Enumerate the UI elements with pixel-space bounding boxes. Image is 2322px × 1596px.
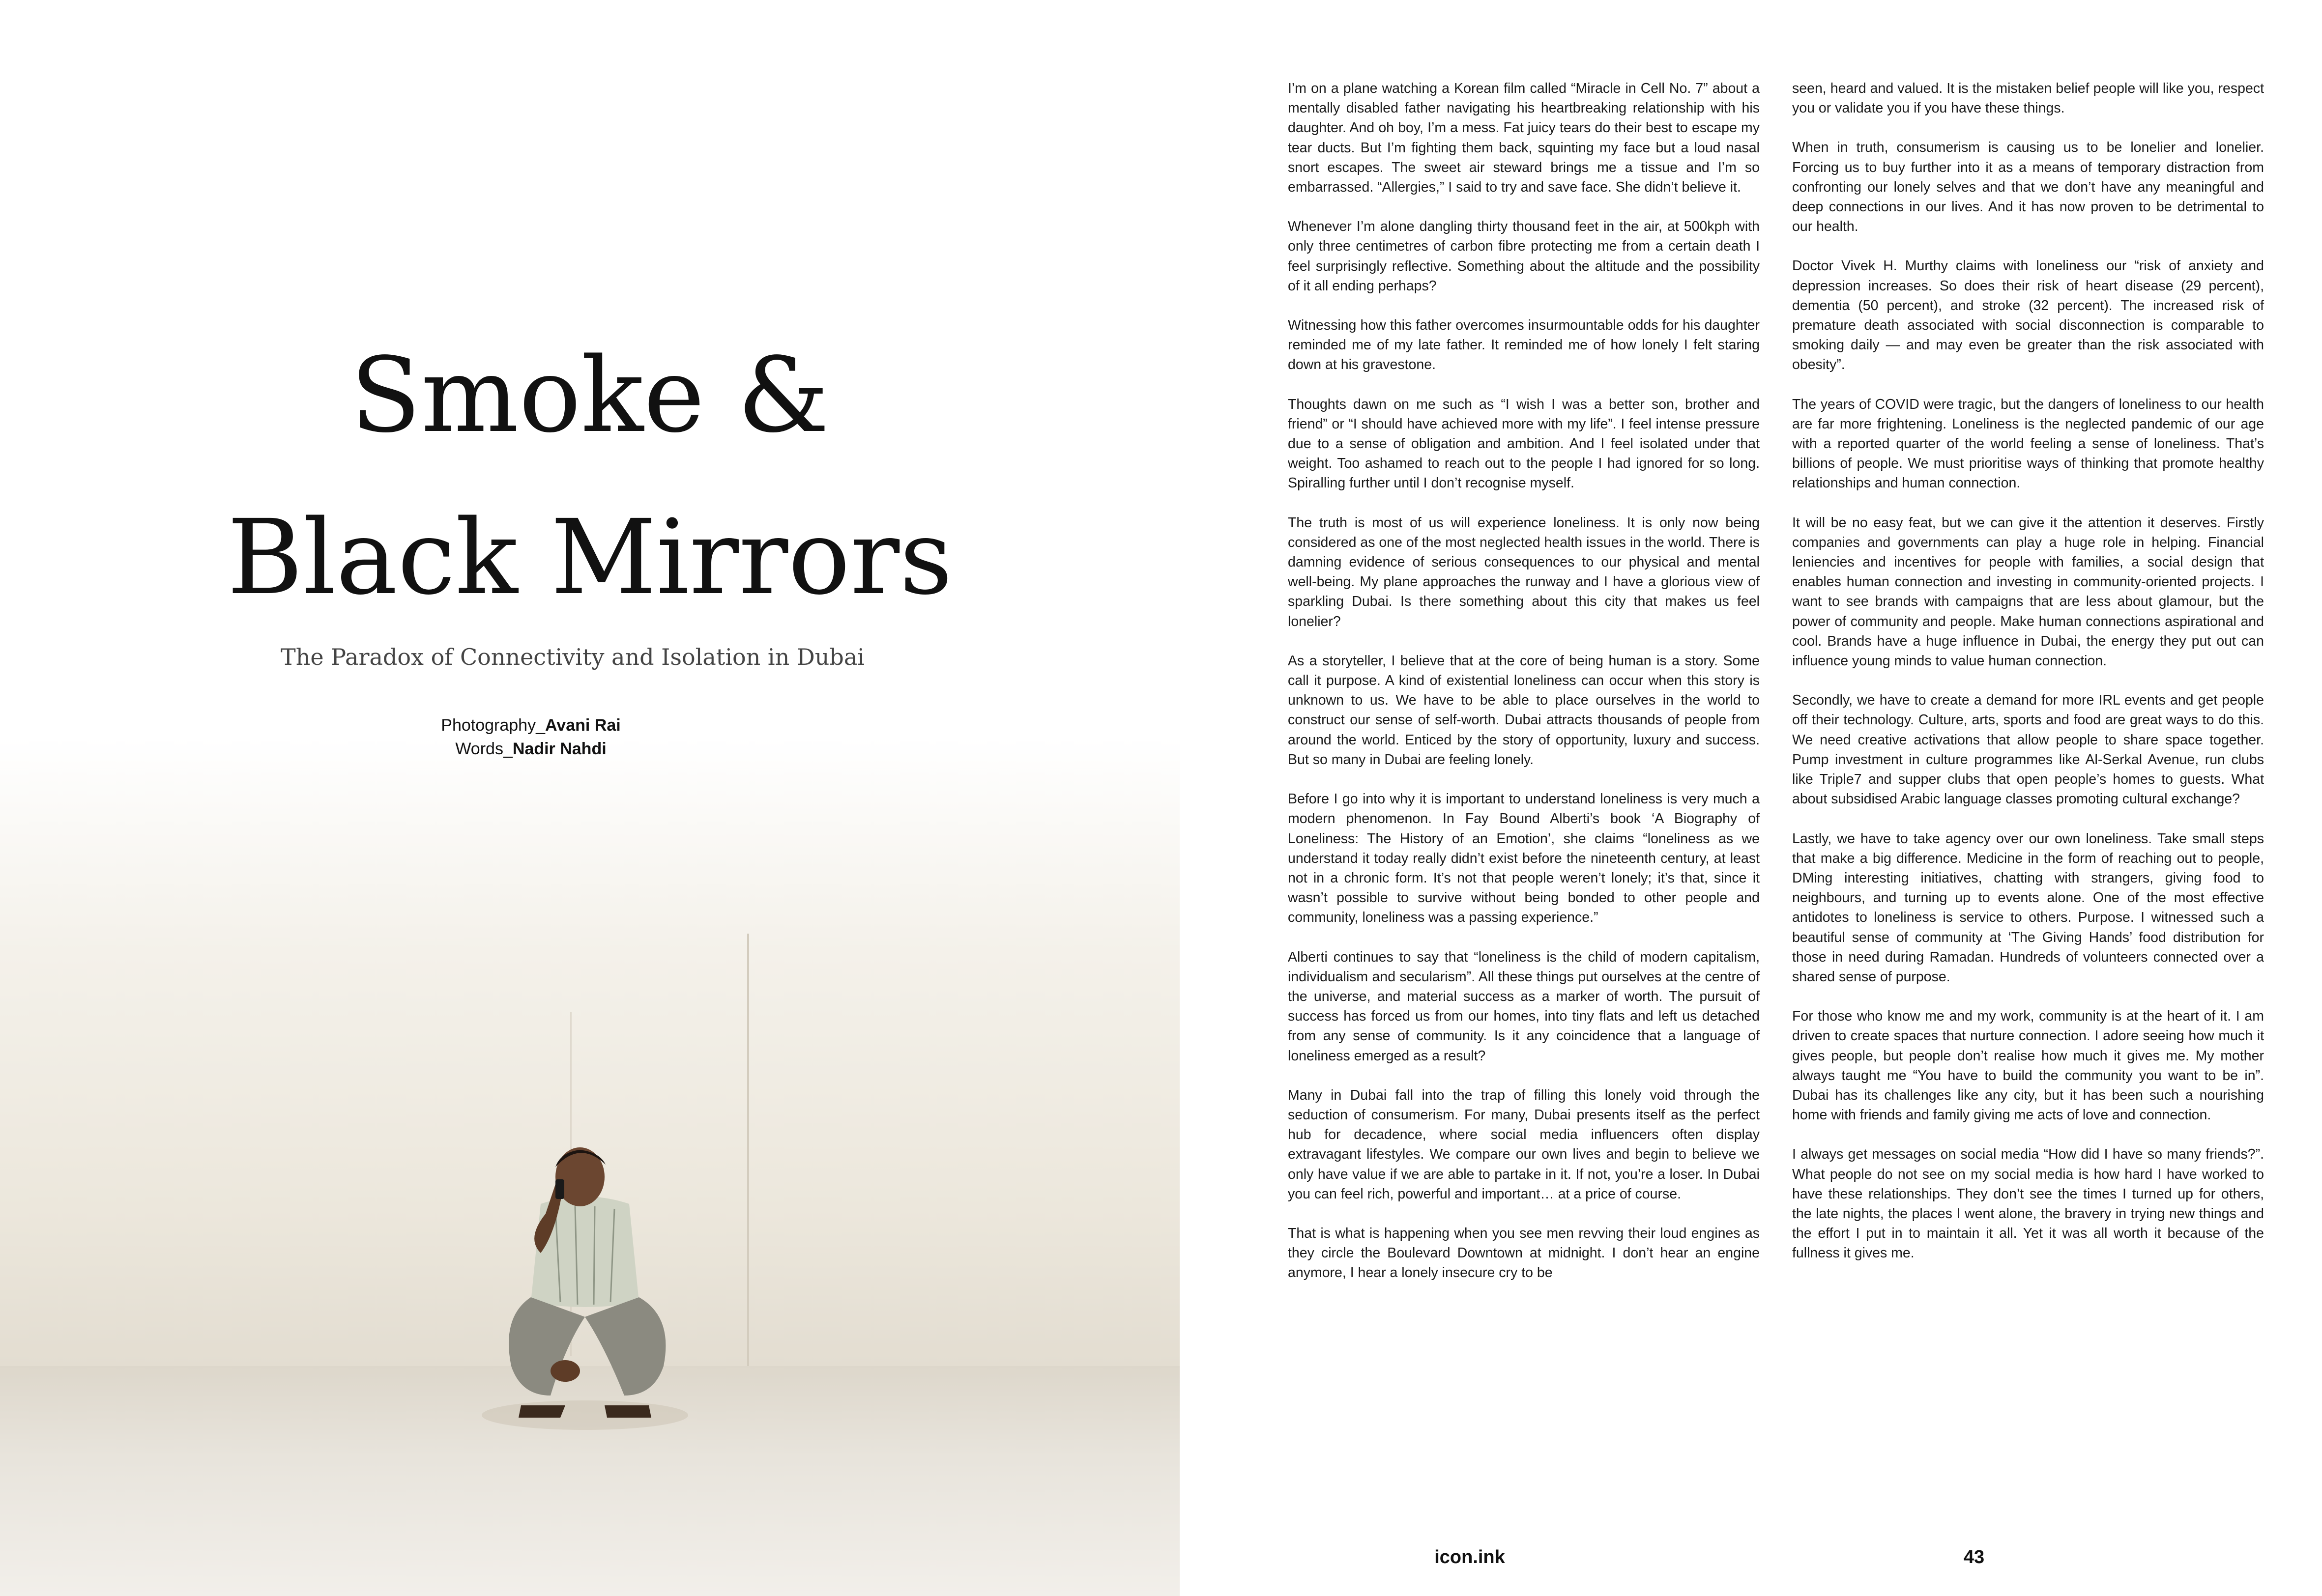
paragraph: Lastly, we have to take agency over our own loneliness. Take small steps that make a big difference. Medicine in the form of reaching out to people, DMing interesting initiatives, chatting with strangers, giving food to neighbours, and turning up to events alone. One of the most effective antidotes to loneliness is service to others. Purpose. I witnessed such a beautiful sense of community at ‘The Giving Hands’ food distribution for those in need during Ramadan. Hundreds of volunteers connected over a shared sense of purpose. <box>1792 830 2264 985</box>
right-page <box>1180 0 2322 1596</box>
paragraph: Whenever I’m alone dangling thirty thousand feet in the air, at 500kph with only three centimetres of carbon fibre protecting me from a certain death I feel surprisingly reflective. Something about the altitude and the possibility of it all ending perhaps? <box>1288 219 1760 294</box>
article-title <box>0 314 1180 639</box>
paragraph: I’m on a plane watching a Korean film called “Miracle in Cell No. 7” about a mentally disabled father navigating his heartbreaking relationship with his daughter. And oh boy, I’m a mess. Fat juicy tears do their best to escape my tear ducts. But I’m fighting them back, squinting my face but a loud nasal snort escapes. The sweet air steward brings me a tissue and I’m so embarrassed. “Allergies,” I said to try and save face. She didn’t believe it. <box>1288 81 1760 196</box>
article-subtitle: The Paradox of Connectivity and Isolation in Dubai <box>281 644 865 670</box>
paragraph: For those who know me and my work, community is at the heart of it. I am driven to create spaces that nurture connection. I adore seeing how much it gives people, but people don’t realise how much it gives me. My mother always taught me “You have to build the community you want to be in”. Dubai has its challenges like any city, but it has been such a nourishing home with friends and family giving me acts of love and connection. <box>1792 1008 2264 1123</box>
photo-credit <box>0 713 1062 737</box>
paragraph: Witnessing how this father overcomes insurmountable odds for his daughter reminded me of my late father. It reminded me of how lonely I felt staring down at his gravestone. <box>1288 317 1760 373</box>
paragraph: Secondly, we have to create a demand for more IRL events and get people off their technology. Culture, arts, sports and food are great ways to do this. We need creative activations that allow people to share space together. Pump investment in culture programmes like Al-Serkal Avenue, run clubs like Triple7 and supper clubs that open people’s homes to guests. What about subsidised Arabic language classes promoting cultural exchange? <box>1792 692 2264 807</box>
paragraph: That is what is happening when you see men revving their loud engines as they circle the Boulevard Downtown at midnight. I don’t hear an engine anymore, I hear a lonely insecure cry to be <box>1288 1225 1760 1281</box>
words-credit-label: Words_ <box>455 740 513 758</box>
paragraph: I always get messages on social media “How did I have so many friends?”. What people do not see on my social media is how hard I have worked to have these relationships. They don’t see the times I turned up for others, the late nights, the places I went alone, the bravery in trying new things and the effort I put in to maintain it all. Yet it was all worth it because of the fullness it gives me. <box>1792 1146 2264 1261</box>
wall-crack <box>747 934 749 1366</box>
title-line-2: Black Mirrors <box>227 497 953 618</box>
paragraph: Before I go into why it is important to understand loneliness is very much a modern phenomenon. In Fay Bound Alberti’s book ‘A Biography of Loneliness: The History of an Emotion’, she claims “loneliness as we understand it today really didn’t exist before the nineteenth century, at least not in a chronic form. It’s not that people weren’t lonely; it’s that, since it wasn’t possible to survive without being bonded to other people and community, loneliness was a passing experience.” <box>1288 791 1760 926</box>
paragraph: Alberti continues to say that “loneliness is the child of modern capitalism, individualism and secularism”. All these things put ourselves at the centre of the universe, and material success as a marker of worth. The pursuit of success has forced us from our homes, into tiny flats and left us detached from any sense of community. Is it any coincidence that a language of loneliness emerged as a result? <box>1288 949 1760 1064</box>
writer-name: Nadir Nahdi <box>512 740 607 758</box>
photo-credit-label: Photography_ <box>441 716 546 735</box>
paragraph: Doctor Vivek H. Murthy claims with loneliness our “risk of anxiety and depression increases. So does their risk of heart disease (29 percent), dementia (50 percent), and stroke (32 percent). The increased risk of premature death associated with social disconnection is comparable to smoking daily — and may even be greater than the risk associated with obesity”. <box>1792 258 2264 373</box>
paragraph: Thoughts dawn on me such as “I wish I was a better son, brother and friend” or “I should have achieved more with my life”. I feel intense pressure due to a sense of obligation and ambition. And I feel isolated under that weight. Too ashamed to reach out to the people I had ignored for so long. Spiralling further until I don’t recognise myself. <box>1288 396 1760 491</box>
paragraph: The truth is most of us will experience loneliness. It is only now being considered as one of the most neglected health issues in the world. There is damning evidence of serious consequences to our physical and mental well-being. My plane approaches the runway and I have a glorious view of sparkling Dubai. Is there something about this city that makes us feel lonelier? <box>1288 514 1760 629</box>
paragraph: Many in Dubai fall into the trap of filling this lonely void through the seduction of consumerism. For many, Dubai presents itself as the perfect hub for decadence, where social media influencers often display extravagant lifestyles. We compare our own lives and begin to believe we only have value if we are able to partake in it. If not, you’re a loser. In Dubai you can feel rich, powerful and important… at a price of course. <box>1288 1087 1760 1202</box>
paragraph: It will be no easy feat, but we can give it the attention it deserves. Firstly companies and governments can play a huge role in helping. Financial leniencies and incentives for people with families, a social design that enables human connection and investing in community-oriented projects. I want to see brands with campaigns that are less about glamour, but the power of community and people. Make human connections aspirational and cool. Brands have a huge influence in Dubai, the energy they put out can influence young minds to value human connection. <box>1792 514 2264 669</box>
photographer-name: Avani Rai <box>545 716 621 735</box>
words-credit <box>0 737 1062 761</box>
paragraph: When in truth, consumerism is causing us to be lonelier and lonelier. Forcing us to buy further into it as a means of temporary distraction from confronting our lonely selves and that we don’t have any meaningful and deep connections in our lives. And it has now proven to be detrimental to our health. <box>1792 140 2264 235</box>
man-on-phone-photo <box>482 1140 688 1435</box>
paragraph: As a storyteller, I believe that at the core of being human is a story. Some call it purpose. A kind of existential loneliness can occur when this story is unknown to us. We have to be able to place ourselves in the world to construct our sense of self-worth. Dubai attracts thousands of people from around the world. Enticed by the story of opportunity, luxury and success. But so many in Dubai are feeling lonely. <box>1288 653 1760 768</box>
paragraph: seen, heard and valued. It is the mistaken belief people will like you, respect you or validate you if you have these things. <box>1792 81 2264 116</box>
footer-site-name: icon.ink <box>1434 1547 1505 1568</box>
text-column-right <box>1792 79 2264 1283</box>
title-line-1: Smoke & <box>350 335 830 456</box>
text-column-left <box>1288 79 1760 1303</box>
page-number: 43 <box>1963 1547 1985 1568</box>
article-credits <box>0 713 1062 761</box>
paragraph: The years of COVID were tragic, but the dangers of loneliness to our health are far more frightening. Loneliness is the neglected pandemic of our age with a reported quarter of the world feeling a sense of loneliness. That’s billions of people. We must prioritise ways of thinking that promote healthy relationships and human connection. <box>1792 396 2264 491</box>
